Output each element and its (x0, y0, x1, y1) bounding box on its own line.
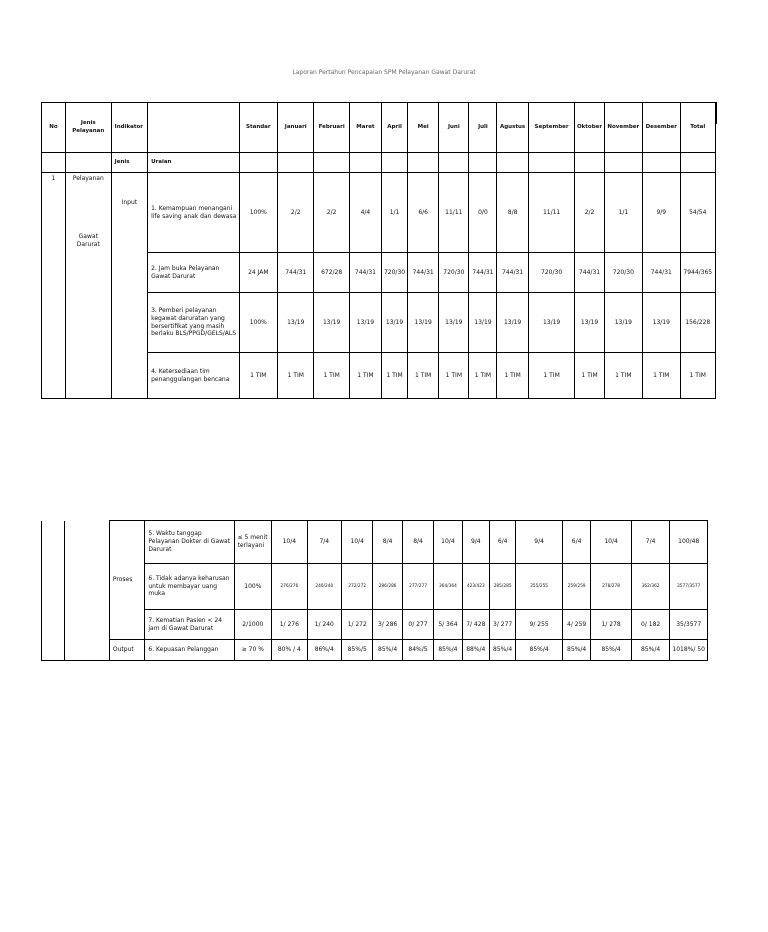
standar-cell: 100% (239, 173, 277, 253)
value-cell: 6/6 (408, 173, 439, 253)
value-cell: 255/255 (516, 564, 563, 610)
value-cell: 672/28 (314, 253, 349, 293)
value-cell: 286/286 (373, 564, 402, 610)
col-header-month: Desember (643, 103, 680, 153)
value-cell: 8/8 (497, 173, 528, 253)
value-cell: 744/31 (469, 253, 497, 293)
col-header-indikator: Indikator (111, 103, 147, 153)
value-cell: 0/ 182 (631, 610, 670, 640)
value-cell: 1 TIM (382, 353, 408, 399)
value-cell: 720/30 (382, 253, 408, 293)
col-header-month: Januari (278, 103, 314, 153)
col-header-standar: Standar (239, 103, 277, 153)
value-cell: 13/19 (408, 293, 439, 353)
value-cell: 1 TIM (643, 353, 680, 399)
uraian-cell: 4. Ketersediaan tim penanggulangan bencana (148, 353, 240, 399)
value-cell: 13/19 (528, 293, 575, 353)
value-cell: 13/19 (278, 293, 314, 353)
col-header-month: September (528, 103, 575, 153)
value-cell: 6/4 (562, 521, 590, 564)
value-cell: 1 TIM (469, 353, 497, 399)
value-cell: 11/11 (439, 173, 469, 253)
indicator-type-proses: Proses (109, 521, 144, 640)
value-cell: 720/30 (439, 253, 469, 293)
page-break (0, 399, 768, 499)
value-cell: 85%/5 (342, 640, 373, 661)
value-cell: 13/19 (575, 293, 604, 353)
value-cell: 744/31 (278, 253, 314, 293)
col-header-month: Maret (349, 103, 381, 153)
value-cell: 364/364 (434, 564, 462, 610)
value-cell: 7/4 (631, 521, 670, 564)
value-cell: 2/2 (314, 173, 349, 253)
value-cell: 13/19 (604, 293, 642, 353)
value-cell: 1 TIM (439, 353, 469, 399)
value-cell: 4/4 (349, 173, 381, 253)
value-cell: 720/30 (604, 253, 642, 293)
value-cell: 85%/4 (434, 640, 462, 661)
col-header-jenis-pelayanan: Jenis Pelayanan (65, 103, 111, 153)
col-header-month: Februari (314, 103, 349, 153)
value-cell: 3/ 277 (489, 610, 515, 640)
total-cell: 1 TIM (680, 353, 715, 399)
value-cell: 13/19 (643, 293, 680, 353)
value-cell: 11/11 (528, 173, 575, 253)
table-row (42, 640, 708, 661)
value-cell: 2/2 (575, 173, 604, 253)
value-cell: 9/4 (462, 521, 489, 564)
value-cell: 85%/4 (373, 640, 402, 661)
value-cell: 1/ 272 (342, 610, 373, 640)
value-cell: 85%/4 (631, 640, 670, 661)
indicator-type-input: Input (111, 173, 147, 399)
value-cell: 85%/4 (562, 640, 590, 661)
standar-cell: ≥ 70 % (234, 640, 272, 661)
value-cell: 1 TIM (408, 353, 439, 399)
value-cell: 8/4 (402, 521, 433, 564)
value-cell: 3/ 286 (373, 610, 402, 640)
value-cell: 1 TIM (278, 353, 314, 399)
col-header-blank (148, 103, 240, 153)
spm-table-page-2 (41, 520, 708, 661)
subheader-row (42, 153, 716, 173)
value-cell: 240/240 (307, 564, 341, 610)
value-cell: 362/362 (631, 564, 670, 610)
page-edge-line (716, 102, 717, 124)
col-header-month: April (382, 103, 408, 153)
service-type-sub-label: Gawat Darurat (76, 232, 100, 248)
value-cell: 1/ 278 (591, 610, 632, 640)
total-cell: 1018%/ 50 (670, 640, 708, 661)
value-cell: 1 TIM (604, 353, 642, 399)
col-header-no: No (42, 103, 66, 153)
standar-cell: ≤ 5 menit terlayani (234, 521, 272, 564)
indicator-type-output: Output (109, 640, 144, 661)
value-cell: 1/ 276 (272, 610, 307, 640)
value-cell: 1/1 (382, 173, 408, 253)
header-row (42, 103, 716, 153)
value-cell: 272/272 (342, 564, 373, 610)
value-cell: 744/31 (575, 253, 604, 293)
spm-table-page-1 (41, 102, 716, 399)
value-cell: 2/2 (278, 173, 314, 253)
value-cell: 1 TIM (575, 353, 604, 399)
value-cell: 1 TIM (349, 353, 381, 399)
value-cell: 85%/4 (489, 640, 515, 661)
value-cell: 5/ 364 (434, 610, 462, 640)
value-cell: 9/ 255 (516, 610, 563, 640)
value-cell: 10/4 (272, 521, 307, 564)
uraian-cell: 3. Pemberi pelayanan kegawat daruratan yang bersertifikat yang masih berlaku BLS/PPGD/GELS/ALS (148, 293, 240, 353)
value-cell: 13/19 (382, 293, 408, 353)
document-title: Laporan Pertahun Pencapaian SPM Pelayanan Gawat Darurat (292, 69, 476, 76)
value-cell: 259/259 (562, 564, 590, 610)
value-cell: 85%/4 (591, 640, 632, 661)
value-cell: 8/4 (373, 521, 402, 564)
value-cell: 88%/4 (462, 640, 489, 661)
value-cell: 13/19 (314, 293, 349, 353)
standar-cell: 1 TIM (239, 353, 277, 399)
value-cell: 1 TIM (497, 353, 528, 399)
value-cell: 10/4 (591, 521, 632, 564)
uraian-cell: 6. Tidak adanya keharusan untuk membayar uang muka (145, 564, 234, 610)
value-cell: 80% / 4 (272, 640, 307, 661)
value-cell: 744/31 (408, 253, 439, 293)
value-cell: 13/19 (469, 293, 497, 353)
value-cell: 1/1 (604, 173, 642, 253)
standar-cell: 100% (234, 564, 272, 610)
value-cell: 13/19 (497, 293, 528, 353)
value-cell: 276/276 (272, 564, 307, 610)
total-cell: 100/48 (670, 521, 708, 564)
value-cell: 86%/4 (307, 640, 341, 661)
value-cell: 423/423 (462, 564, 489, 610)
subheader-jenis: Jenis (111, 153, 147, 173)
value-cell: 1 TIM (528, 353, 575, 399)
value-cell: 6/4 (489, 521, 515, 564)
value-cell: 10/4 (342, 521, 373, 564)
value-cell: 285/285 (489, 564, 515, 610)
value-cell: 4/ 259 (562, 610, 590, 640)
col-header-month: Mei (408, 103, 439, 153)
standar-cell: 2/1000 (234, 610, 272, 640)
col-header-month: Juli (469, 103, 497, 153)
value-cell: 9/4 (516, 521, 563, 564)
value-cell: 9/9 (643, 173, 680, 253)
uraian-cell: 1. Kemampuan menangani life saving anak dan dewasa (148, 173, 240, 253)
uraian-cell: 6. Kepuasan Pelanggan (145, 640, 234, 661)
value-cell: 7/ 428 (462, 610, 489, 640)
uraian-cell: 7. Kematian Pasien < 24 jam di Gawat Darurat (145, 610, 234, 640)
value-cell: 0/ 277 (402, 610, 433, 640)
value-cell: 84%/5 (402, 640, 433, 661)
uraian-cell: 5. Waktu tanggap Pelayanan Dokter di Gawat Darurat (145, 521, 234, 564)
value-cell: 744/31 (497, 253, 528, 293)
subheader-uraian: Uraian (148, 153, 240, 173)
col-header-month: Juni (439, 103, 469, 153)
col-header-month: November (604, 103, 642, 153)
value-cell: 1 TIM (314, 353, 349, 399)
value-cell: 10/4 (434, 521, 462, 564)
value-cell: 85%/4 (516, 640, 563, 661)
total-cell: 3577/3577 (670, 564, 708, 610)
row-number: 1 (42, 173, 66, 399)
col-header-month: Agustus (497, 103, 528, 153)
value-cell: 13/19 (349, 293, 381, 353)
value-cell: 744/31 (643, 253, 680, 293)
total-cell: 156/228 (680, 293, 715, 353)
value-cell: 278/278 (591, 564, 632, 610)
col-header-total: Total (680, 103, 715, 153)
value-cell: 7/4 (307, 521, 341, 564)
table-row (42, 173, 716, 253)
value-cell: 720/30 (528, 253, 575, 293)
table-row (42, 521, 708, 564)
value-cell: 13/19 (439, 293, 469, 353)
value-cell: 277/277 (402, 564, 433, 610)
service-type-label: Pelayanan (72, 175, 104, 182)
standar-cell: 24 JAM (239, 253, 277, 293)
col-header-month: Oktober (575, 103, 604, 153)
total-cell: 35/3577 (670, 610, 708, 640)
standar-cell: 100% (239, 293, 277, 353)
value-cell: 744/31 (349, 253, 381, 293)
value-cell: 1/ 240 (307, 610, 341, 640)
service-type-cell (65, 173, 111, 399)
uraian-cell: 2. Jam buka Pelayanan Gawat Darurat (148, 253, 240, 293)
total-cell: 7944/365 (680, 253, 715, 293)
total-cell: 54/54 (680, 173, 715, 253)
value-cell: 0/0 (469, 173, 497, 253)
